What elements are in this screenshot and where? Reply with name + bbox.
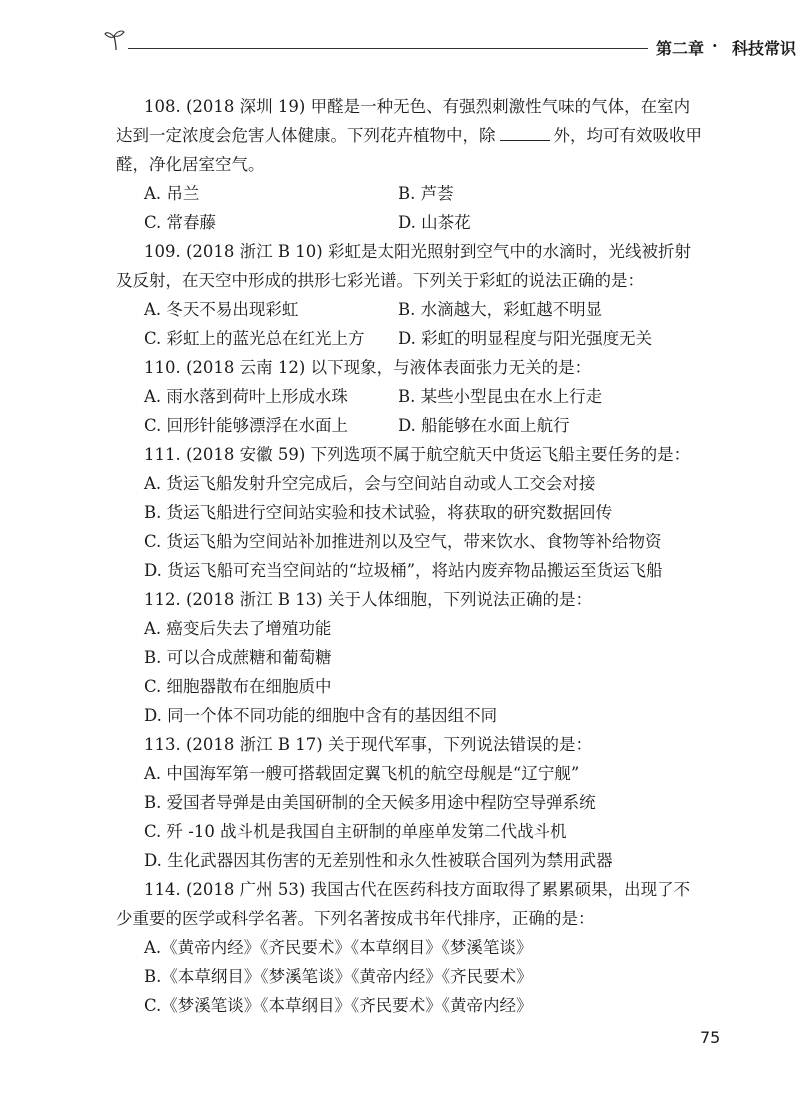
question-114 bbox=[116, 875, 706, 1020]
question-109 bbox=[116, 237, 706, 353]
question-stem: 108. (2018 深圳 19) 甲醛是一种无色、有强烈刺激性气味的气体，在室内达到一定浓度会危害人体健康。下列花卉植物中，除 外，均可有效吸收甲醛，净化居室空气。 bbox=[116, 97, 702, 174]
question-112 bbox=[116, 585, 706, 730]
section-label: 科技常识 bbox=[732, 39, 797, 58]
option-d: D. 货运飞船可充当空间站的“垃圾桶”，将站内废弃物品搬运至货运飞船 bbox=[144, 561, 663, 580]
question-stem: 112. (2018 浙江 B 13) 关于人体细胞，下列说法正确的是： bbox=[144, 590, 592, 609]
question-stem: 109. (2018 浙江 B 10) 彩虹是太阳光照射到空气中的水滴时，光线被折射及反射，在天空中形成的拱形七彩光谱。下列关于彩虹的说法正确的是： bbox=[116, 242, 691, 290]
option-d: D. 同一个体不同功能的细胞中含有的基因组不同 bbox=[144, 706, 498, 725]
question-110 bbox=[116, 353, 706, 440]
option-b: B. 可以合成蔗糖和葡萄糖 bbox=[144, 648, 332, 667]
question-stem: 111. (2018 安徽 59) 下列选项不属于航空航天中货运飞船主要任务的是： bbox=[144, 445, 691, 464]
options-grid bbox=[116, 179, 706, 237]
option-c: C. 回形针能够漂浮在水面上 bbox=[144, 416, 349, 435]
header-separator: · bbox=[712, 36, 718, 55]
option-a: A. 吊兰 bbox=[144, 184, 200, 203]
option-a: A. 雨水落到荷叶上形成水珠 bbox=[144, 387, 348, 406]
options-grid bbox=[116, 382, 706, 440]
question-stem: 110. (2018 云南 12) 以下现象，与液体表面张力无关的是： bbox=[144, 358, 592, 377]
option-b: B.《本草纲目》《梦溪笔谈》《黄帝内经》《齐民要术》 bbox=[144, 967, 533, 986]
question-list bbox=[116, 92, 706, 1020]
question-stem: 114. (2018 广州 53) 我国古代在医药科技方面取得了累累硕果，出现了不少重要的医学或科学名著。下列名著按成书年代排序，正确的是： bbox=[116, 880, 691, 928]
option-b: B. 货运飞船进行空间站实验和技术试验，将获取的研究数据回传 bbox=[144, 503, 613, 522]
option-c: C. 歼 -10 战斗机是我国自主研制的单座单发第二代战斗机 bbox=[144, 822, 567, 841]
option-c: C. 常春藤 bbox=[144, 213, 217, 232]
option-b: B. 某些小型昆虫在水上行走 bbox=[398, 387, 603, 406]
question-113 bbox=[116, 730, 706, 875]
option-c: C.《梦溪笔谈》《本草纲目》《齐民要术》《黄帝内经》 bbox=[144, 996, 533, 1015]
option-c: C. 货运飞船为空间站补加推进剂以及空气，带来饮水、食物等补给物资 bbox=[144, 532, 662, 551]
sprout-icon bbox=[102, 28, 130, 52]
option-a: A. 货运飞船发射升空完成后，会与空间站自动或人工交会对接 bbox=[144, 474, 596, 493]
option-a: A. 冬天不易出现彩虹 bbox=[144, 300, 299, 319]
header-rule bbox=[128, 48, 648, 49]
page-number: 75 bbox=[700, 1028, 721, 1047]
running-header bbox=[100, 28, 797, 68]
option-a: A. 癌变后失去了增殖功能 bbox=[144, 619, 332, 638]
option-a: A.《黄帝内经》《齐民要术》《本草纲目》《梦溪笔谈》 bbox=[144, 938, 533, 957]
option-b: B. 芦荟 bbox=[398, 184, 454, 203]
question-111 bbox=[116, 440, 706, 585]
question-stem: 113. (2018 浙江 B 17) 关于现代军事，下列说法错误的是： bbox=[144, 735, 592, 754]
options-grid bbox=[116, 295, 706, 353]
option-b: B. 水滴越大，彩虹越不明显 bbox=[398, 300, 603, 319]
option-b: B. 爱国者导弹是由美国研制的全天候多用途中程防空导弹系统 bbox=[144, 793, 596, 812]
answer-blank bbox=[500, 125, 550, 141]
option-d: D. 生化武器因其伤害的无差别性和永久性被联合国列为禁用武器 bbox=[144, 851, 613, 870]
option-c: C. 彩虹上的蓝光总在红光上方 bbox=[144, 329, 365, 348]
question-108 bbox=[116, 92, 706, 237]
option-d: D. 船能够在水面上航行 bbox=[398, 416, 570, 435]
option-a: A. 中国海军第一艘可搭载固定翼飞机的航空母舰是“辽宁舰” bbox=[144, 764, 580, 783]
option-d: D. 山茶花 bbox=[398, 213, 471, 232]
option-c: C. 细胞器散布在细胞质中 bbox=[144, 677, 332, 696]
chapter-label: 第二章 bbox=[656, 39, 705, 58]
option-d: D. 彩虹的明显程度与阳光强度无关 bbox=[398, 329, 653, 348]
